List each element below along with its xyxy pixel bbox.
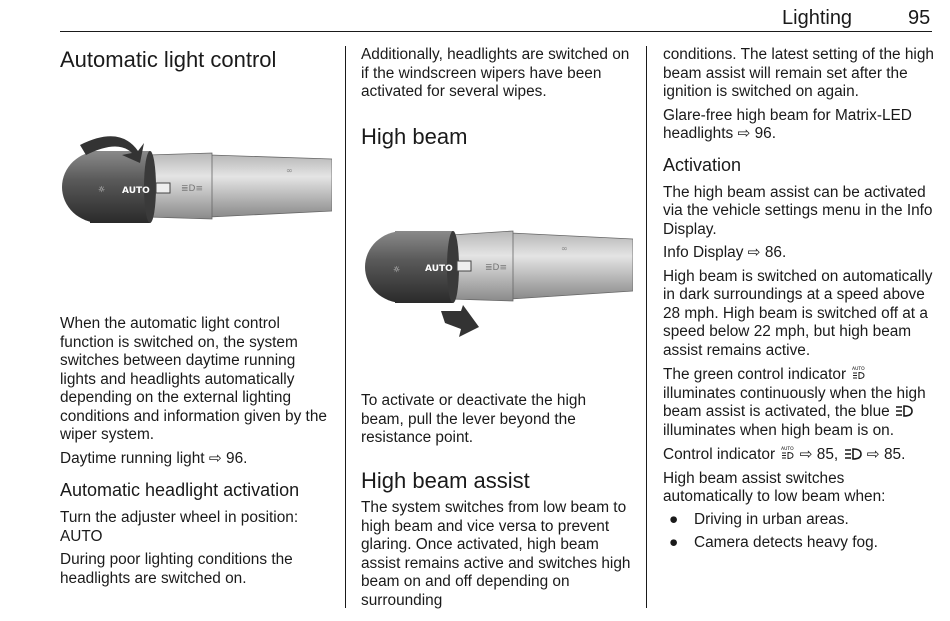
svg-text:AUTO: AUTO <box>781 447 795 452</box>
section-heading-high-beam-assist: High beam assist <box>361 468 530 493</box>
high-beam-assist-indicator-icon <box>780 445 794 461</box>
page-number: 95 <box>908 7 931 29</box>
bullet-point: ● <box>669 510 679 528</box>
svg-text:AUTO: AUTO <box>852 367 866 372</box>
header-rule <box>60 31 932 32</box>
svg-text:∞: ∞ <box>561 244 568 253</box>
text-run: illuminates when high beam is on. <box>663 421 894 439</box>
subheading-activation: Activation <box>663 154 742 175</box>
paragraph: The high beam assist can be activated via the vehicle settings menu in the Info Display. <box>663 183 933 238</box>
paragraph <box>663 365 935 440</box>
paragraph: Turn the adjuster wheel in position: <box>60 509 299 526</box>
text-run: illuminates continuously when the high beam assist is activated, the blue <box>663 384 926 420</box>
high-beam-indicator-icon <box>895 404 913 418</box>
svg-text:≣D≡: ≣D≡ <box>485 263 508 273</box>
cross-reference: Daytime running light ⇨ 96. <box>60 449 248 467</box>
section-heading-automatic-light-control: Automatic light control <box>60 47 277 72</box>
paragraph <box>663 445 935 465</box>
paragraph: AUTO <box>60 527 103 545</box>
column-divider <box>646 46 647 608</box>
bullet-list <box>663 511 935 553</box>
lever-auto-label: AUTO <box>425 264 453 274</box>
text-run: The green control indicator <box>663 366 847 383</box>
cross-reference: ⇨ 85, <box>799 446 839 463</box>
list-item <box>663 534 935 553</box>
list-item <box>663 511 935 530</box>
paragraph: conditions. The latest setting of the high beam assist will remain set after the ignition is switched on again. <box>663 46 934 100</box>
light-switch-lever-illustration <box>60 125 332 240</box>
paragraph: Additionally, headlights are switched on if the windscreen wipers have been activated for several wipes. <box>361 46 630 100</box>
list-item-text: Driving in urban areas. <box>694 510 849 528</box>
subheading-automatic-headlight-activation: Automatic headlight activation <box>60 480 300 500</box>
svg-text:≣D≡: ≣D≡ <box>181 184 204 194</box>
column-divider <box>345 46 346 608</box>
cross-reference: ⇨ 85. <box>866 446 906 463</box>
column-1 <box>60 46 332 74</box>
text-run: Control indicator <box>663 446 776 463</box>
section-heading-high-beam: High beam <box>361 124 468 149</box>
list-item-text: Camera detects heavy fog. <box>694 534 878 551</box>
paragraph: To activate or deactivate the high beam, pull the lever beyond the resistance point. <box>361 392 587 446</box>
lever-auto-label: AUTO <box>122 186 150 196</box>
column-2 <box>361 46 633 102</box>
high-beam-indicator-icon <box>844 447 862 461</box>
paragraph: The system switches from low beam to high beam and vice versa to prevent glaring. Once activated, high beam assist remains active and switches high beam on and off depending on surrounding <box>361 499 631 609</box>
svg-text:☼: ☼ <box>393 265 401 274</box>
paragraph: When the automatic light control function is switched on, the system switches between daytime running lights and headlights automatically depending on the external lighting conditions and information given by the wiper system. <box>60 315 327 443</box>
cross-reference: Info Display ⇨ 86. <box>663 244 787 261</box>
column-3 <box>663 46 935 553</box>
bullet-point: ● <box>669 534 679 551</box>
cross-reference: Glare-free high beam for Matrix-LED headlights ⇨ 96. <box>663 106 912 142</box>
paragraph: High beam assist switches automatically to low beam when: <box>663 469 886 505</box>
high-beam-assist-indicator-icon <box>851 365 865 381</box>
running-title: Lighting <box>782 7 853 29</box>
paragraph: During poor lighting conditions the headlights are switched on. <box>60 551 293 587</box>
svg-text:☼: ☼ <box>98 185 106 194</box>
svg-text:∞: ∞ <box>286 166 293 175</box>
high-beam-lever-illustration <box>361 225 633 345</box>
paragraph: High beam is switched on automatically in dark surroundings at a speed above 28 mph. High beam is switched off at a speed below 22 mph, but high beam assist remains active. <box>663 267 933 359</box>
